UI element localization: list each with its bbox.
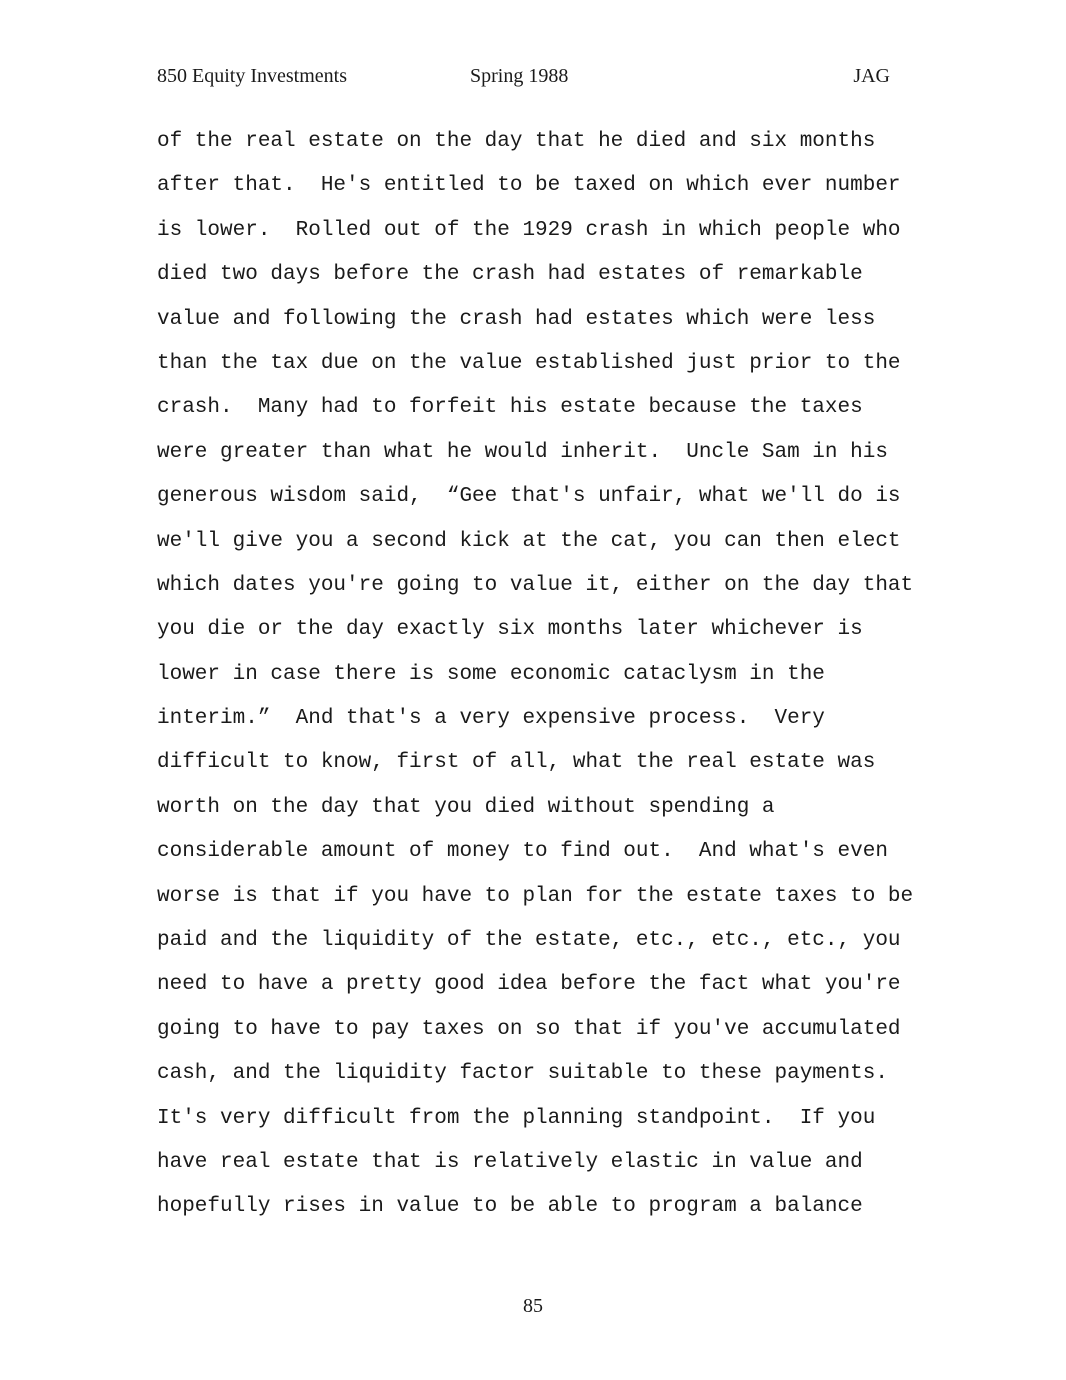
text-line: value and following the crash had estates which were less: [157, 307, 876, 331]
text-line: have real estate that is relatively elastic in value and: [157, 1150, 863, 1174]
text-line: which dates you're going to value it, either on the day that: [157, 573, 914, 597]
text-line: died two days before the crash had estates of remarkable: [157, 263, 863, 287]
text-line: than the tax due on the value established just prior to the: [157, 351, 901, 375]
text-line: need to have a pretty good idea before the fact what you're: [157, 973, 901, 997]
header-term: Spring 1988: [470, 65, 569, 87]
text-line: worse is that if you have to plan for the estate taxes to be: [157, 884, 914, 908]
text-line: is lower. Rolled out of the 1929 crash in which people who: [157, 218, 901, 242]
text-line: crash. Many had to forfeit his estate because the taxes: [157, 396, 863, 420]
text-line: were greater than what he would inherit. Uncle Sam in his: [157, 440, 888, 464]
text-line: going to have to pay taxes on so that if you've accumulated: [157, 1017, 901, 1041]
transcript-body: [157, 120, 937, 1230]
text-line: paid and the liquidity of the estate, etc., etc., etc., you: [157, 929, 901, 953]
page-number: 85: [523, 1295, 543, 1317]
text-line: lower in case there is some economic cataclysm in the: [157, 662, 825, 686]
text-line: interim.” And that's a very expensive process. Very: [157, 707, 825, 731]
text-line: we'll give you a second kick at the cat, you can then elect: [157, 529, 901, 553]
text-line: hopefully rises in value to be able to program a balance: [157, 1195, 863, 1219]
header-author-initials: JAG: [853, 65, 890, 87]
text-line: of the real estate on the day that he died and six months: [157, 130, 876, 153]
text-line: considerable amount of money to find out. And what's even: [157, 840, 888, 864]
text-line: after that. He's entitled to be taxed on which ever number: [157, 174, 901, 198]
page-header: [157, 62, 890, 90]
text-line: difficult to know, first of all, what the real estate was: [157, 751, 876, 775]
text-line: cash, and the liquidity factor suitable to these payments.: [157, 1062, 888, 1086]
text-line: It's very difficult from the planning standpoint. If you: [157, 1106, 876, 1130]
header-course-title: 850 Equity Investments: [157, 65, 347, 87]
text-line: generous wisdom said, “Gee that's unfair, what we'll do is: [157, 485, 901, 509]
text-line: worth on the day that you died without spending a: [157, 795, 775, 819]
text-line: you die or the day exactly six months later whichever is: [157, 618, 863, 642]
